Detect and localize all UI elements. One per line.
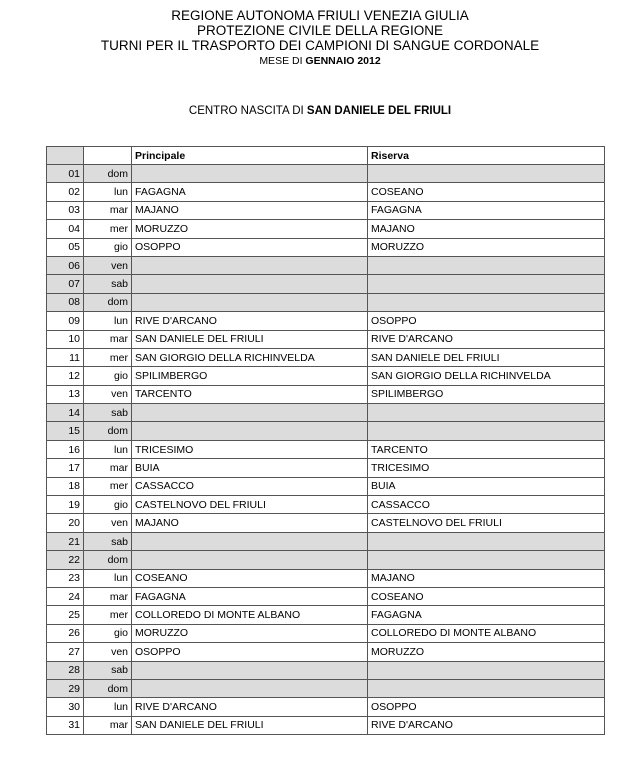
table-row bbox=[47, 256, 605, 274]
principal-cell bbox=[132, 551, 368, 569]
weekday-cell: mar bbox=[84, 330, 132, 348]
reserve-cell: MORUZZO bbox=[368, 238, 605, 256]
weekday-cell: lun bbox=[84, 312, 132, 330]
table-row bbox=[47, 238, 605, 256]
table-body bbox=[47, 165, 605, 735]
principal-cell bbox=[132, 661, 368, 679]
principal-cell bbox=[132, 404, 368, 422]
day-cell: 09 bbox=[47, 312, 84, 330]
reserve-cell bbox=[368, 661, 605, 679]
day-cell: 05 bbox=[47, 238, 84, 256]
weekday-cell: ven bbox=[84, 514, 132, 532]
weekday-cell: lun bbox=[84, 698, 132, 716]
reserve-cell: MAJANO bbox=[368, 569, 605, 587]
weekday-cell: dom bbox=[84, 165, 132, 183]
table-row bbox=[47, 348, 605, 366]
principal-cell bbox=[132, 532, 368, 550]
principal-cell: BUIA bbox=[132, 459, 368, 477]
day-cell: 13 bbox=[47, 385, 84, 403]
month-prefix: MESE DI bbox=[259, 55, 306, 67]
table-row bbox=[47, 312, 605, 330]
day-cell: 11 bbox=[47, 348, 84, 366]
day-cell: 25 bbox=[47, 606, 84, 624]
weekday-cell: mar bbox=[84, 459, 132, 477]
day-cell: 21 bbox=[47, 532, 84, 550]
reserve-cell bbox=[368, 532, 605, 550]
reserve-cell bbox=[368, 293, 605, 311]
reserve-cell: MAJANO bbox=[368, 220, 605, 238]
weekday-cell: dom bbox=[84, 551, 132, 569]
weekday-cell: dom bbox=[84, 679, 132, 697]
day-cell: 23 bbox=[47, 569, 84, 587]
reserve-cell bbox=[368, 422, 605, 440]
weekday-cell: gio bbox=[84, 367, 132, 385]
weekday-cell: sab bbox=[84, 275, 132, 293]
day-cell: 17 bbox=[47, 459, 84, 477]
principal-cell: MORUZZO bbox=[132, 624, 368, 642]
principal-cell: COLLOREDO DI MONTE ALBANO bbox=[132, 606, 368, 624]
reserve-cell bbox=[368, 275, 605, 293]
principal-cell: SAN GIORGIO DELLA RICHINVELDA bbox=[132, 348, 368, 366]
header-principal: Principale bbox=[132, 147, 368, 165]
table-row bbox=[47, 551, 605, 569]
day-cell: 29 bbox=[47, 679, 84, 697]
weekday-cell: mer bbox=[84, 606, 132, 624]
reserve-cell: CASTELNOVO DEL FRIULI bbox=[368, 514, 605, 532]
principal-cell: OSOPPO bbox=[132, 643, 368, 661]
principal-cell bbox=[132, 275, 368, 293]
reserve-cell: SAN DANIELE DEL FRIULI bbox=[368, 348, 605, 366]
day-cell: 14 bbox=[47, 404, 84, 422]
day-cell: 07 bbox=[47, 275, 84, 293]
weekday-cell: lun bbox=[84, 440, 132, 458]
table-row bbox=[47, 165, 605, 183]
weekday-cell: ven bbox=[84, 643, 132, 661]
header-reserve: Riserva bbox=[368, 147, 605, 165]
weekday-cell: dom bbox=[84, 422, 132, 440]
table-row bbox=[47, 459, 605, 477]
reserve-cell bbox=[368, 165, 605, 183]
weekday-cell: mar bbox=[84, 587, 132, 605]
reserve-cell bbox=[368, 679, 605, 697]
principal-cell: CASSACCO bbox=[132, 477, 368, 495]
principal-cell bbox=[132, 256, 368, 274]
weekday-cell: gio bbox=[84, 624, 132, 642]
table-row bbox=[47, 587, 605, 605]
weekday-cell: dom bbox=[84, 293, 132, 311]
day-cell: 27 bbox=[47, 643, 84, 661]
weekday-cell: sab bbox=[84, 404, 132, 422]
table-row bbox=[47, 496, 605, 514]
table-row bbox=[47, 183, 605, 201]
reserve-cell bbox=[368, 551, 605, 569]
reserve-cell: TARCENTO bbox=[368, 440, 605, 458]
reserve-cell: SAN GIORGIO DELLA RICHINVELDA bbox=[368, 367, 605, 385]
day-cell: 12 bbox=[47, 367, 84, 385]
birth-centre-line bbox=[0, 104, 640, 119]
table-row bbox=[47, 698, 605, 716]
weekday-cell: mar bbox=[84, 716, 132, 734]
weekday-cell: ven bbox=[84, 256, 132, 274]
table-row bbox=[47, 477, 605, 495]
day-cell: 24 bbox=[47, 587, 84, 605]
principal-cell: FAGAGNA bbox=[132, 587, 368, 605]
reserve-cell: BUIA bbox=[368, 477, 605, 495]
table-row bbox=[47, 201, 605, 219]
reserve-cell bbox=[368, 404, 605, 422]
weekday-cell: lun bbox=[84, 569, 132, 587]
table-row bbox=[47, 404, 605, 422]
principal-cell bbox=[132, 422, 368, 440]
principal-cell bbox=[132, 293, 368, 311]
weekday-cell: mer bbox=[84, 220, 132, 238]
principal-cell: TRICESIMO bbox=[132, 440, 368, 458]
table-row bbox=[47, 532, 605, 550]
reserve-cell: OSOPPO bbox=[368, 698, 605, 716]
principal-cell: RIVE D'ARCANO bbox=[132, 698, 368, 716]
month-value: GENNAIO 2012 bbox=[305, 55, 381, 67]
day-cell: 08 bbox=[47, 293, 84, 311]
principal-cell: CASTELNOVO DEL FRIULI bbox=[132, 496, 368, 514]
table-row bbox=[47, 330, 605, 348]
header-day-cell bbox=[47, 147, 84, 165]
month-line bbox=[0, 54, 640, 68]
reserve-cell: COSEANO bbox=[368, 587, 605, 605]
reserve-cell: FAGAGNA bbox=[368, 606, 605, 624]
day-cell: 18 bbox=[47, 477, 84, 495]
day-cell: 19 bbox=[47, 496, 84, 514]
table-row bbox=[47, 422, 605, 440]
day-cell: 31 bbox=[47, 716, 84, 734]
table-row bbox=[47, 514, 605, 532]
weekday-cell: mer bbox=[84, 348, 132, 366]
table-row bbox=[47, 624, 605, 642]
day-cell: 02 bbox=[47, 183, 84, 201]
principal-cell: MAJANO bbox=[132, 201, 368, 219]
weekday-cell: sab bbox=[84, 661, 132, 679]
reserve-cell: COSEANO bbox=[368, 183, 605, 201]
reserve-cell: TRICESIMO bbox=[368, 459, 605, 477]
day-cell: 16 bbox=[47, 440, 84, 458]
weekday-cell: sab bbox=[84, 532, 132, 550]
principal-cell: FAGAGNA bbox=[132, 183, 368, 201]
principal-cell: RIVE D'ARCANO bbox=[132, 312, 368, 330]
weekday-cell: mer bbox=[84, 477, 132, 495]
reserve-cell: COLLOREDO DI MONTE ALBANO bbox=[368, 624, 605, 642]
day-cell: 15 bbox=[47, 422, 84, 440]
weekday-cell: gio bbox=[84, 238, 132, 256]
table-row bbox=[47, 643, 605, 661]
principal-cell: OSOPPO bbox=[132, 238, 368, 256]
principal-cell: SPILIMBERGO bbox=[132, 367, 368, 385]
principal-cell: TARCENTO bbox=[132, 385, 368, 403]
principal-cell: MORUZZO bbox=[132, 220, 368, 238]
day-cell: 26 bbox=[47, 624, 84, 642]
day-cell: 22 bbox=[47, 551, 84, 569]
day-cell: 10 bbox=[47, 330, 84, 348]
region-title: REGIONE AUTONOMA FRIULI VENEZIA GIULIA bbox=[171, 8, 469, 23]
department-title: PROTEZIONE CIVILE DELLA REGIONE bbox=[196, 23, 444, 38]
table-row bbox=[47, 440, 605, 458]
weekday-cell: gio bbox=[84, 496, 132, 514]
principal-cell bbox=[132, 679, 368, 697]
weekday-cell: ven bbox=[84, 385, 132, 403]
table-row bbox=[47, 716, 605, 734]
reserve-cell: OSOPPO bbox=[368, 312, 605, 330]
table-row bbox=[47, 385, 605, 403]
header-weekday-cell bbox=[84, 147, 132, 165]
table-row bbox=[47, 220, 605, 238]
table-row bbox=[47, 275, 605, 293]
day-cell: 20 bbox=[47, 514, 84, 532]
table-row bbox=[47, 293, 605, 311]
principal-cell bbox=[132, 165, 368, 183]
table-row bbox=[47, 569, 605, 587]
reserve-cell: SPILIMBERGO bbox=[368, 385, 605, 403]
day-cell: 06 bbox=[47, 256, 84, 274]
day-cell: 28 bbox=[47, 661, 84, 679]
day-cell: 03 bbox=[47, 201, 84, 219]
birth-centre-name: SAN DANIELE DEL FRIULI bbox=[306, 105, 452, 117]
reserve-cell: MORUZZO bbox=[368, 643, 605, 661]
reserve-cell: CASSACCO bbox=[368, 496, 605, 514]
principal-cell: COSEANO bbox=[132, 569, 368, 587]
principal-cell: SAN DANIELE DEL FRIULI bbox=[132, 716, 368, 734]
day-cell: 04 bbox=[47, 220, 84, 238]
birth-centre-prefix: CENTRO NASCITA DI bbox=[188, 105, 307, 117]
weekday-cell: mar bbox=[84, 201, 132, 219]
table-header-row bbox=[47, 147, 605, 165]
reserve-cell: RIVE D'ARCANO bbox=[368, 330, 605, 348]
table-row bbox=[47, 606, 605, 624]
document-title: TURNI PER IL TRASPORTO DEI CAMPIONI DI SANGUE CORDONALE bbox=[100, 38, 540, 53]
principal-cell: SAN DANIELE DEL FRIULI bbox=[132, 330, 368, 348]
reserve-cell: RIVE D'ARCANO bbox=[368, 716, 605, 734]
table-row bbox=[47, 679, 605, 697]
table-row bbox=[47, 661, 605, 679]
reserve-cell: FAGAGNA bbox=[368, 201, 605, 219]
day-cell: 01 bbox=[47, 165, 84, 183]
shift-table bbox=[46, 146, 605, 735]
reserve-cell bbox=[368, 256, 605, 274]
day-cell: 30 bbox=[47, 698, 84, 716]
weekday-cell: lun bbox=[84, 183, 132, 201]
principal-cell: MAJANO bbox=[132, 514, 368, 532]
table-row bbox=[47, 367, 605, 385]
